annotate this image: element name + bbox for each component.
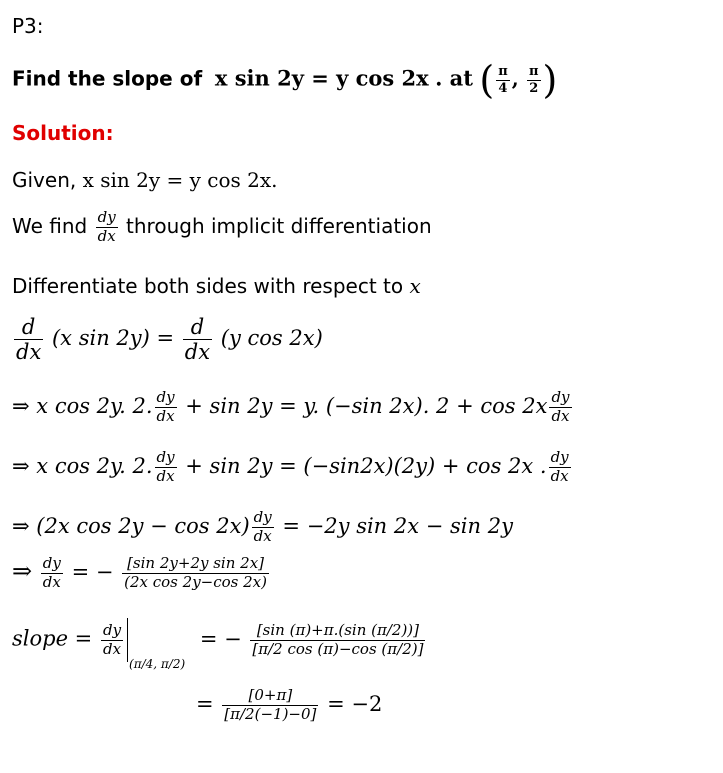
step1-d-dx-right: $\frac{d}{dx}$ bbox=[184, 315, 211, 365]
step2-left: x cos 2y. 2. bbox=[36, 393, 153, 418]
differentiate-line bbox=[12, 274, 421, 298]
step3 bbox=[12, 450, 573, 485]
slope-label: slope = bbox=[12, 626, 93, 651]
implicit-line bbox=[12, 210, 432, 245]
given-prefix: Given, bbox=[12, 168, 77, 192]
step5-fraction: $\frac{\text{[sin 2y+2y sin 2x]}}{\text{(2x cos 2y−cos 2x)}}$ bbox=[124, 554, 267, 591]
point-comma: , bbox=[511, 66, 519, 91]
step5-dydx: $\frac{dy}{dx}$ bbox=[42, 554, 61, 591]
step2-dydx: $\frac{dy}{dx}$ bbox=[156, 388, 175, 425]
step4-arrow: ⇒ bbox=[12, 513, 30, 538]
step1 bbox=[12, 316, 323, 363]
implicit-dydx: $\frac{dy}{dx}$ bbox=[97, 208, 116, 245]
step3-arrow: ⇒ bbox=[12, 453, 30, 478]
step4-dydx: $\frac{dy}{dx}$ bbox=[253, 508, 272, 545]
given-line bbox=[12, 168, 278, 192]
step4-right: = −2y sin 2x − sin 2y bbox=[282, 513, 513, 538]
differentiate-text: Differentiate both sides with respect to bbox=[12, 274, 404, 298]
slope-line bbox=[12, 618, 427, 671]
question-at: . at bbox=[435, 65, 473, 91]
slope-eq1: = − bbox=[199, 626, 242, 651]
step1-d-dx-left: $\frac{d}{dx}$ bbox=[16, 315, 42, 365]
eval-point: (π/4, π/2) bbox=[129, 656, 186, 671]
step5 bbox=[12, 556, 271, 591]
step3-dydx-right: $\frac{dy}{dx}$ bbox=[550, 448, 569, 485]
question bbox=[12, 58, 557, 102]
step4 bbox=[12, 510, 513, 545]
step2-dydx-right: $\frac{dy}{dx}$ bbox=[551, 388, 570, 425]
point-y-fraction: $\frac{\pi}{2}$ bbox=[529, 63, 539, 96]
step5-arrow: ⇒ bbox=[12, 556, 33, 585]
step3-dydx: $\frac{dy}{dx}$ bbox=[156, 448, 175, 485]
step2-arrow: ⇒ bbox=[12, 393, 30, 418]
step5-eq: = − bbox=[71, 559, 114, 584]
slope-fraction1: $\frac{[\sin (\pi)+\pi.(\sin (\pi/2))]}{[\pi/2 \cos (\pi)-\cos (\pi/2)]}$ bbox=[252, 620, 424, 658]
slope-fraction2: $\frac{[0+\pi]}{[\pi/2(-1)-0]}$ bbox=[224, 686, 317, 723]
solution-heading: Solution: bbox=[12, 121, 114, 145]
step3-mid: + sin 2y = (−sin2x)(2y) + cos 2x . bbox=[185, 453, 547, 478]
slope-line2 bbox=[196, 688, 382, 723]
step4-left: (2x cos 2y − cos 2x) bbox=[36, 513, 250, 538]
point-x-fraction: $\frac{\pi}{4}$ bbox=[498, 63, 508, 96]
step1-rhs: (y cos 2x) bbox=[220, 326, 323, 351]
problem-label bbox=[12, 14, 44, 38]
point-open-paren: ( bbox=[479, 58, 495, 102]
slope-result: = −2 bbox=[327, 691, 383, 716]
step2 bbox=[12, 390, 574, 425]
step1-lhs: (x sin 2y) bbox=[51, 326, 150, 351]
step2-mid: + sin 2y = y. (−sin 2x). 2 + cos 2x bbox=[185, 393, 548, 418]
slope-eq2: = bbox=[196, 691, 214, 716]
implicit-prefix: We find bbox=[12, 213, 88, 238]
implicit-suffix: through implicit differentiation bbox=[126, 213, 432, 238]
point-close-paren: ) bbox=[542, 58, 558, 102]
given-equation: x sin 2y = y cos 2x. bbox=[82, 168, 278, 192]
evaluation-bar bbox=[127, 618, 128, 662]
question-equation: x sin 2y = y cos 2x bbox=[214, 65, 429, 91]
question-prefix: Find the slope of bbox=[12, 66, 203, 91]
slope-dydx: $\frac{dy}{dx}$ bbox=[102, 620, 122, 658]
differentiate-var: x bbox=[409, 274, 421, 298]
problem-label-text: P3: bbox=[12, 14, 44, 38]
step1-eq: = bbox=[156, 326, 175, 351]
step3-left: x cos 2y. 2. bbox=[36, 453, 153, 478]
